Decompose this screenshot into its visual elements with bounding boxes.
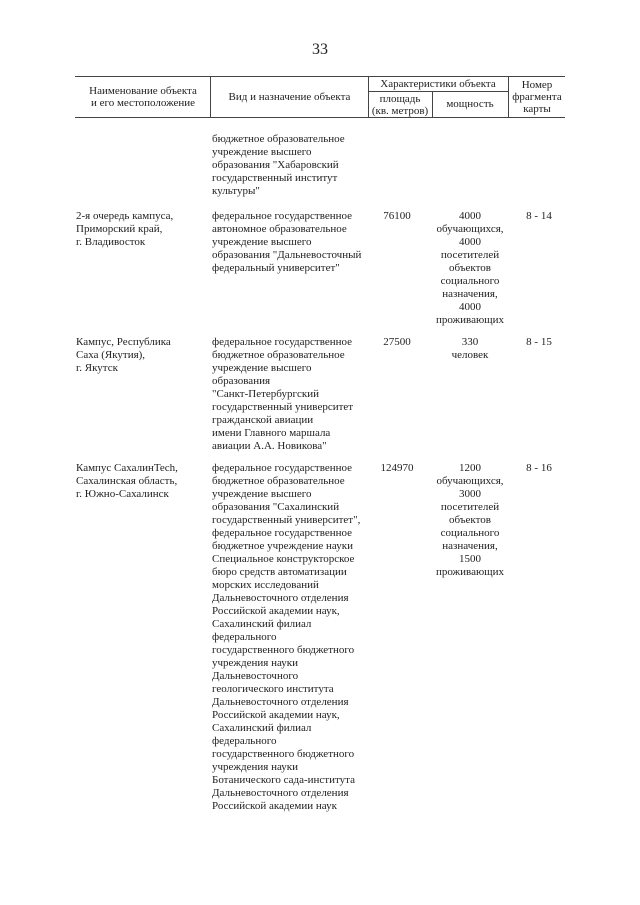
row-area: 76100 (383, 210, 411, 222)
table-header-bottom-rule (75, 117, 565, 118)
row-area: 27500 (383, 336, 411, 348)
row-type: федеральное государственное бюджетное образовательное учреждение высшего образования "Сахалинский государственный университет", федеральное государственное бюджетное учреждение науки Специальное конструкторское бюро средств автоматизации морских исследований Дальневосточного отделения Российской академии наук, Сахалинский филиал федерального государственного бюджетного учреждения науки Дальневосточного геологического института Дальневосточного отделения Российской академии наук, Сахалинский филиал федерального государственного бюджетного учреждения науки Ботанического сада-института Дальневосточного отделения Российской академии наук (212, 462, 361, 812)
page-number: 33 (312, 41, 328, 58)
row-fragment: 8 - 14 (526, 210, 552, 222)
row-capacity: 4000 обучающихся, 4000 посетителей объектов социального назначения, 4000 проживающих (435, 210, 505, 326)
header-area: площадь (кв. метров) (371, 93, 429, 117)
row-type: федеральное государственное бюджетное образовательное учреждение высшего образования "Санкт-Петербургский государственный университет гражданской авиации имени Главного маршала авиации А.А. Новикова" (212, 336, 354, 452)
row-fragment: 8 - 16 (526, 462, 552, 474)
row-capacity: 1200 обучающихся, 3000 посетителей объектов социального назначения, 1500 проживающих (435, 462, 505, 578)
row-fragment: 8 - 15 (526, 336, 552, 348)
header-type: Вид и назначение объекта (228, 91, 351, 103)
header-name: Наименование объекта и его местоположение (89, 85, 197, 109)
row-type: бюджетное образовательное учреждение высшего образования "Хабаровский государственный институт культуры" (212, 133, 345, 197)
row-name: Кампус, Республика Саха (Якутия), г. Якутск (76, 336, 171, 374)
row-area: 124970 (380, 462, 414, 474)
row-type: федеральное государственное автономное образовательное учреждение высшего образования "Дальневосточный федеральный университет" (212, 210, 362, 274)
header-characteristics: Характеристики объекта (380, 78, 496, 90)
table-top-rule (75, 76, 565, 77)
characteristics-divider (368, 91, 508, 92)
row-capacity: 330 человек (451, 336, 489, 361)
header-fragment: Номер фрагмента карты (512, 79, 562, 115)
header-capacity: мощность (446, 98, 494, 110)
row-name: Кампус СахалинTech, Сахалинская область, г. Южно-Сахалинск (76, 462, 178, 500)
row-name: 2-я очередь кампуса, Приморский край, г. Владивосток (76, 210, 174, 248)
